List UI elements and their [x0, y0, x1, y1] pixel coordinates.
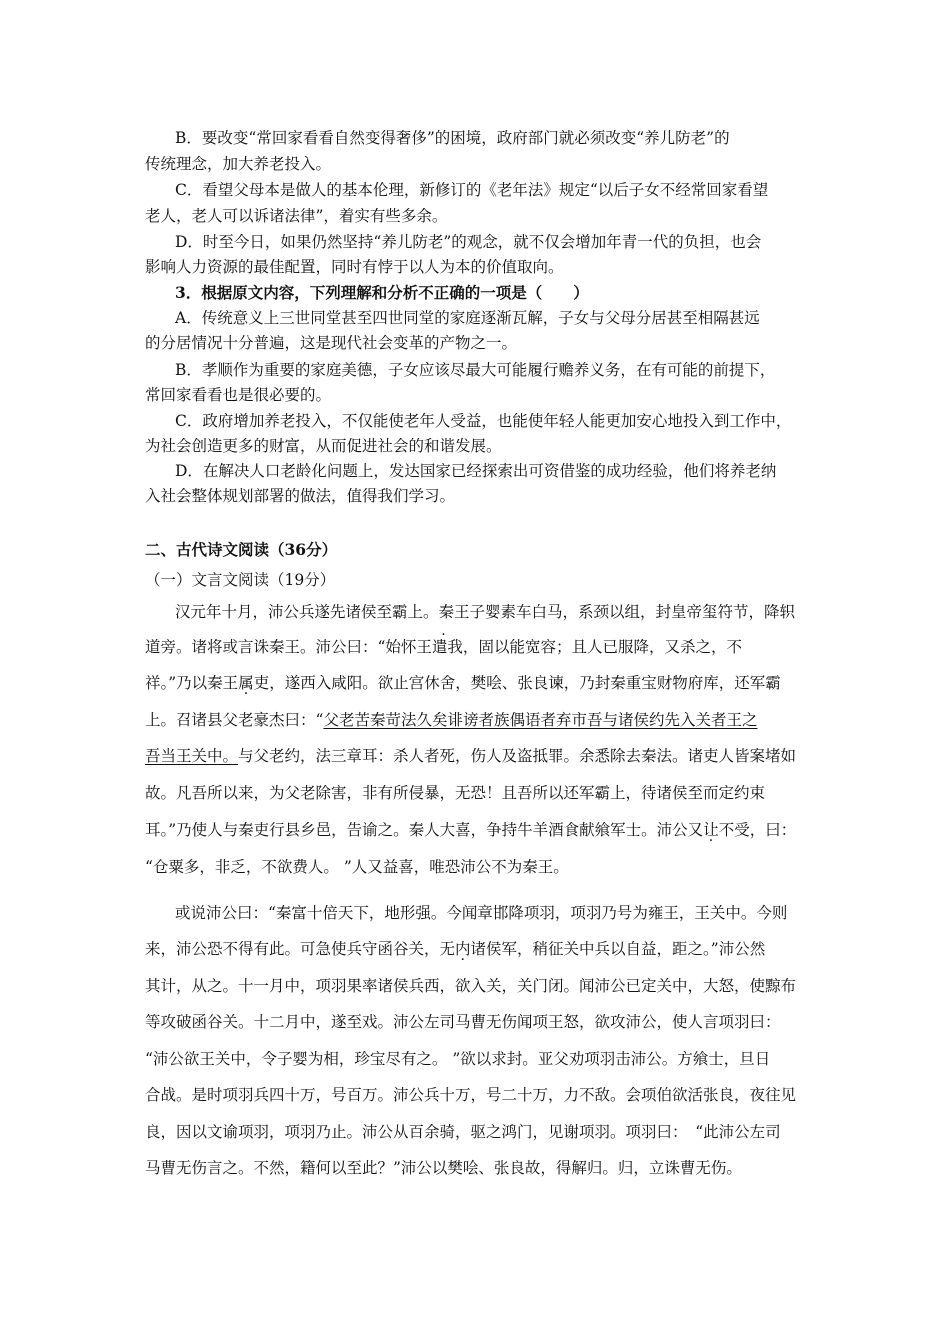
q3-option-d-line1: D．在解决人口老龄化问题上，发达国家已经探索出可资借鉴的成功经验，他们将养老纳 [175, 462, 777, 480]
passage-p1-line4 [145, 710, 757, 730]
q2-option-b-line1: B．要改变“常回家看看自然变得奢侈”的困境，政府部门就必须改变“养儿防老”的 [175, 129, 730, 147]
passage-text: 诸侯军，稍征关中兵以自益，距之。”沛公然 [470, 940, 766, 958]
q3-option-b-line2: 常回家看看也是很必要的。 [145, 386, 332, 404]
passage-text: 祥。”乃以秦王 [145, 674, 239, 692]
q2-option-c-line2: 老人，老人可以诉诸法律”，着实有些多余。 [145, 207, 448, 225]
passage-text: 以能宽容；且人已服降，又杀之，不 [493, 638, 742, 656]
section-title: 二、古代诗文阅读（36分） [145, 540, 338, 559]
emphasis-char: 固 · [478, 638, 494, 656]
passage-p1-line1: 汉元年十月，沛公兵遂先诸侯至霸上。秦王子婴素车白马，系颈以组，封皇帝玺符节，降轵 [175, 603, 796, 621]
passage-p2-line4: 等攻破函谷关。十二月中，遂至戏。沛公左司马曹无伤闻项王怒，欲攻沛公，使人言项羽曰： [145, 1013, 781, 1031]
passage-p1-line3 [145, 673, 781, 693]
q3-stem: 3．根据原文内容，下列理解和分析不正确的一项是（ ） [175, 283, 589, 302]
passage-p2-line2 [145, 939, 765, 959]
emphasis-char: 内 [455, 940, 471, 958]
passage-p1-line5 [145, 746, 796, 766]
passage-p1-line6: 故。凡吾所以来，为父老除害，非有所侵暴，无恐！且吾所以还军霸上，待诸侯至而定约束 [145, 784, 766, 802]
q3-option-c-line1: C．政府增加养老投入，不仅能使老年人受益，也能使年轻人能更加安心地投入到工作中， [175, 412, 792, 430]
passage-p2-line6: 合战。是时项羽兵四十万，号百万。沛公兵十万，号二十万，力不敌。会项伯欲活张良，夜往见 [145, 1086, 797, 1104]
passage-text: 来，沛公恐不得有此。可急使兵守函谷关，无 [145, 940, 456, 958]
q3-option-b-line1: B．孝顺作为重要的家庭美德，子女应该尽最大可能履行赡养义务，在有可能的前提下， [175, 361, 776, 379]
underlined-sentence: 父老苦秦苛法久矣诽谤者族偶语者弃市吾与诸侯约先入关者王之 [323, 711, 758, 729]
q2-option-b-line2: 传统理念，加大养老投入。 [145, 155, 332, 173]
passage-p2-line7: 良，因以文谕项羽，项羽乃止。沛公从百余骑，驱之鸿门，见谢项羽。项羽曰： “此沛公左司 [145, 1123, 781, 1141]
emphasis-char: 属 [238, 674, 254, 692]
emphasis-char: 让 [703, 821, 719, 839]
q2-option-d-line1: D．时至今日，如果仍然坚持“养儿防老”的观念，就不仅会增加年青一代的负担，也会 [175, 233, 762, 251]
q3-option-c-line2: 为社会创造更多的财富，从而促进社会的和谐发展。 [145, 437, 502, 455]
q3-option-d-line2: 入社会整体规划部署的做法，值得我们学习。 [145, 487, 456, 505]
passage-p2-line1: 或说沛公曰：“秦富十倍天下，地形强。今闻章邯降项羽，项羽乃号为雍王，王关中。今则 [175, 904, 788, 922]
passage-text: 道旁。诸将或言诛秦王。沛公曰：“始怀王遣我， [145, 638, 479, 656]
passage-p1-line2 [145, 637, 742, 657]
passage-text: 与父老约，法三章耳：杀人者死，伤人及盗抵罪。余悉除去秦法。诸吏人皆案堵如 [238, 747, 797, 765]
q3-option-a-line2: 的分居情况十分普遍，这是现代社会变革的产物之一。 [145, 334, 518, 352]
passage-p1-line8: “仓粟多，非乏，不欲费人。 ”人又益喜，唯恐沛公不为秦王。 [145, 858, 569, 876]
passage-p2-line5: “沛公欲王关中，令子婴为相，珍宝尽有之。 ”欲以求封。亚父劝项羽击沛公。方飨士，旦日 [145, 1050, 771, 1068]
passage-p1-line7 [145, 820, 796, 840]
passage-text: 上。召诸县父老豪杰曰：“ [145, 711, 324, 729]
passage-text: 耳。”乃使人与秦吏行县乡邑，告谕之。秦人大喜，争持牛羊酒食献飨军士。沛公又 [145, 821, 704, 839]
passage-text: 不受，曰： [718, 821, 797, 839]
passage-text: 吏，遂西入咸阳。欲止宫休舍，樊哙、张良谏，乃封秦重宝财物府库，还军霸 [253, 674, 781, 692]
subsection-title: （一）文言文阅读（19分） [145, 571, 336, 589]
q2-option-d-line2: 影响人力资源的最佳配置，同时有悖于以人为本的价值取向。 [145, 258, 564, 276]
q2-option-c-line1: C．看望父母本是做人的基本伦理，新修订的《老年法》规定“以后子女不经常回家看望 [175, 181, 769, 199]
q3-option-a-line1: A．传统意义上三世同堂甚至四世同堂的家庭逐渐瓦解，子女与父母分居甚至相隔甚远 [175, 309, 760, 327]
underlined-sentence: 吾当王关中。 [145, 747, 239, 765]
passage-p2-line3: 其计，从之。十一月中，项羽果率诸侯兵西，欲入关，关门闭。闻沛公已定关中，大怒，使黥布 [145, 977, 797, 995]
passage-p2-line8: 马曹无伤言之。不然，籍何以至此？”沛公以樊哙、张良故，得解归。归，立诛曹无伤。 [145, 1159, 742, 1177]
